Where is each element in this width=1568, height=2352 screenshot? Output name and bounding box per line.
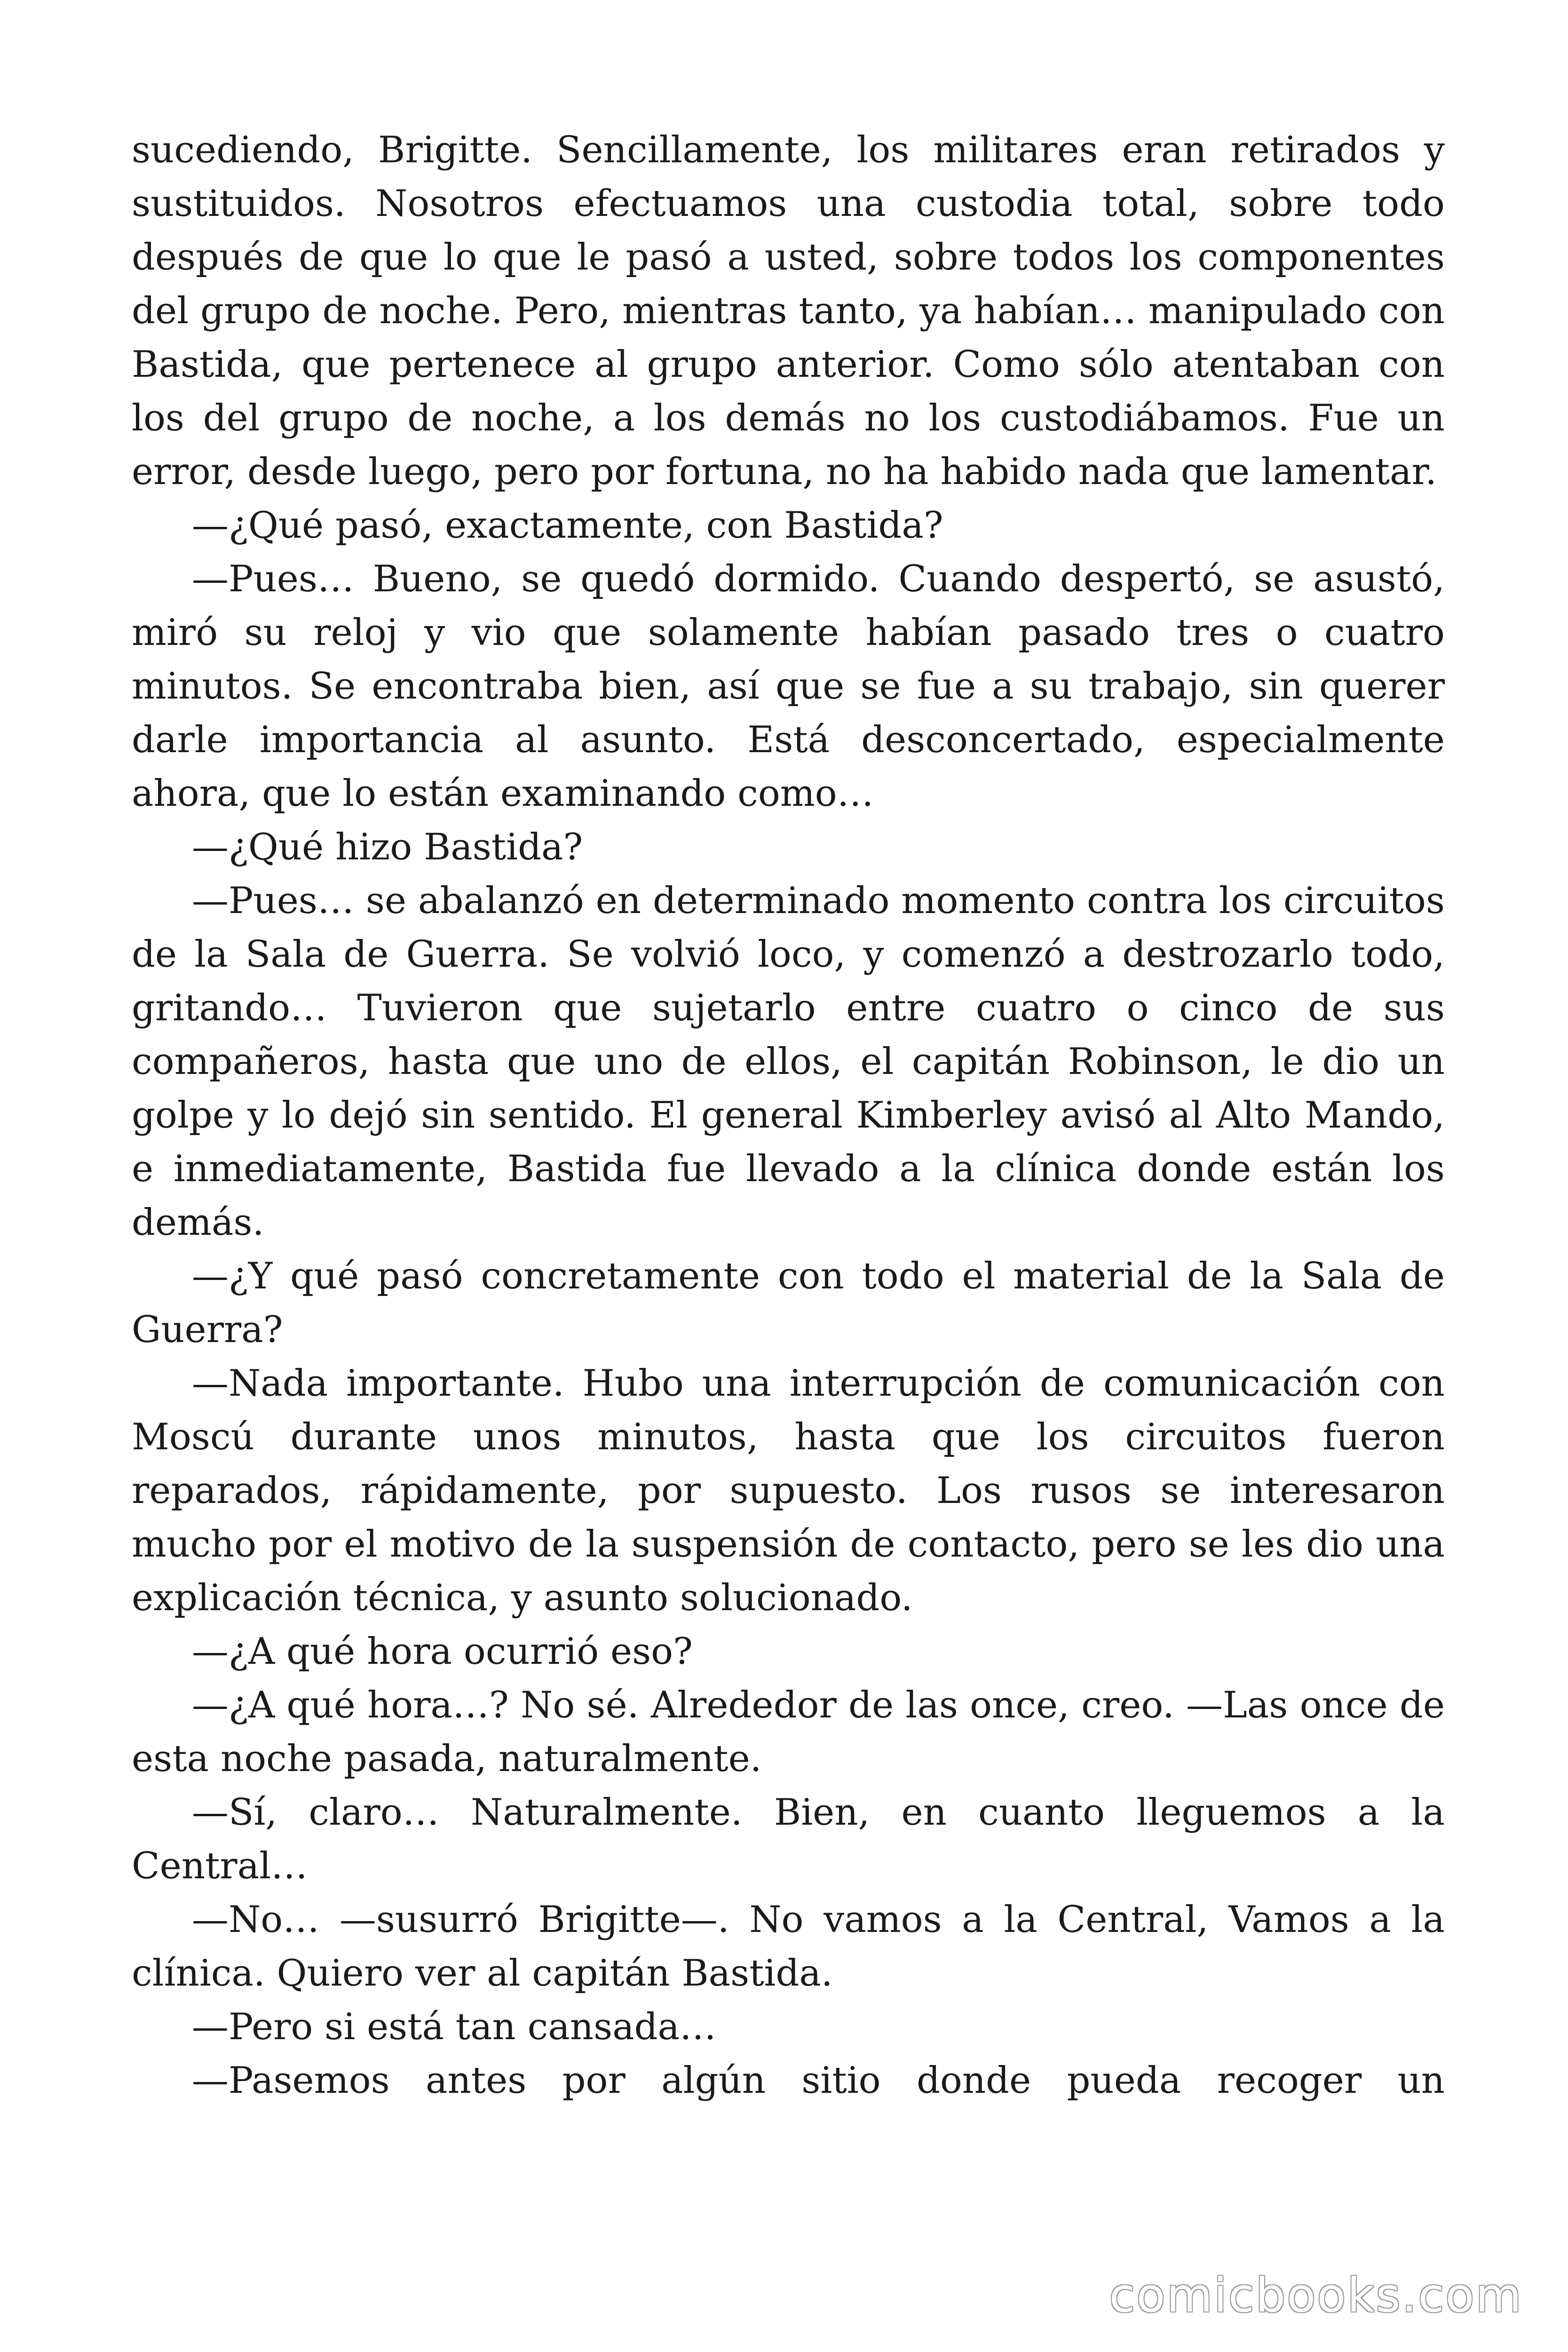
- dialogue-paragraph: —¿A qué hora…? No sé. Alrededor de las once, creo. —Las once de esta noche pasada, naturalmente.: [132, 1684, 1445, 1780]
- watermark-logo: comicbooks.com: [1109, 2268, 1523, 2323]
- dialogue-paragraph: —¿Qué hizo Bastida?: [192, 826, 583, 868]
- dialogue-paragraph-last: —Pasemos antes por algún sitio donde pueda recoger un: [192, 2059, 1445, 2102]
- dialogue-paragraph: —Pero si está tan cansada…: [192, 2006, 717, 2048]
- dialogue-paragraph: —No… —susurró Brigitte—. No vamos a la Central, Vamos a la clínica. Quiero ver al capitán Bastida.: [132, 1899, 1445, 1994]
- dialogue-paragraph: —¿Y qué pasó concretamente con todo el material de la Sala de Guerra?: [132, 1255, 1445, 1351]
- dialogue-paragraph: —Nada importante. Hubo una interrupción de comunicación con Moscú durante unos minutos, hasta que los circuitos fueron reparados, rápidamente, por supuesto. Los rusos se interesaron mucho por el motivo de la suspensión de contacto, pero se les dio una explicación técnica, y asunto solucionado.: [132, 1362, 1445, 1619]
- dialogue-paragraph: —¿Qué pasó, exactamente, con Bastida?: [192, 504, 943, 547]
- page-body: [132, 123, 1445, 2107]
- dialogue-paragraph: —Pues… Bueno, se quedó dormido. Cuando despertó, se asustó, miró su reloj y vio que solamente habían pasado tres o cuatro minutos. Se encontraba bien, así que se fue a su trabajo, sin querer darle importancia al asunto. Está desconcertado, especialmente ahora, que lo están examinando como…: [132, 558, 1445, 815]
- dialogue-paragraph: —¿A qué hora ocurrió eso?: [192, 1630, 693, 1673]
- dialogue-paragraph: —Pues… se abalanzó en determinado momento contra los circuitos de la Sala de Guerra. Se volvió loco, y comenzó a destrozarlo todo, gritando… Tuvieron que sujetarlo entre cuatro o cinco de sus compañeros, hasta que uno de ellos, el capitán Robinson, le dio un golpe y lo dejó sin sentido. El general Kimberley avisó al Alto Mando, e inmediatamente, Bastida fue llevado a la clínica donde están los demás.: [132, 880, 1445, 1244]
- paragraph-continuation: sucediendo, Brigitte. Sencillamente, los militares eran retirados y sustituidos. Nosotros efectuamos una custodia total, sobre todo después de que lo que le pasó a usted, sobre todos los componentes del grupo de noche. Pero, mientras tanto, ya habían… manipulado con Bastida, que pertenece al grupo anterior. Como sólo atentaban con los del grupo de noche, a los demás no los custodiábamos. Fue un error, desde luego, pero por fortuna, no ha habido nada que lamentar.: [132, 129, 1445, 493]
- dialogue-paragraph: —Sí, claro… Naturalmente. Bien, en cuanto lleguemos a la Central…: [132, 1791, 1445, 1887]
